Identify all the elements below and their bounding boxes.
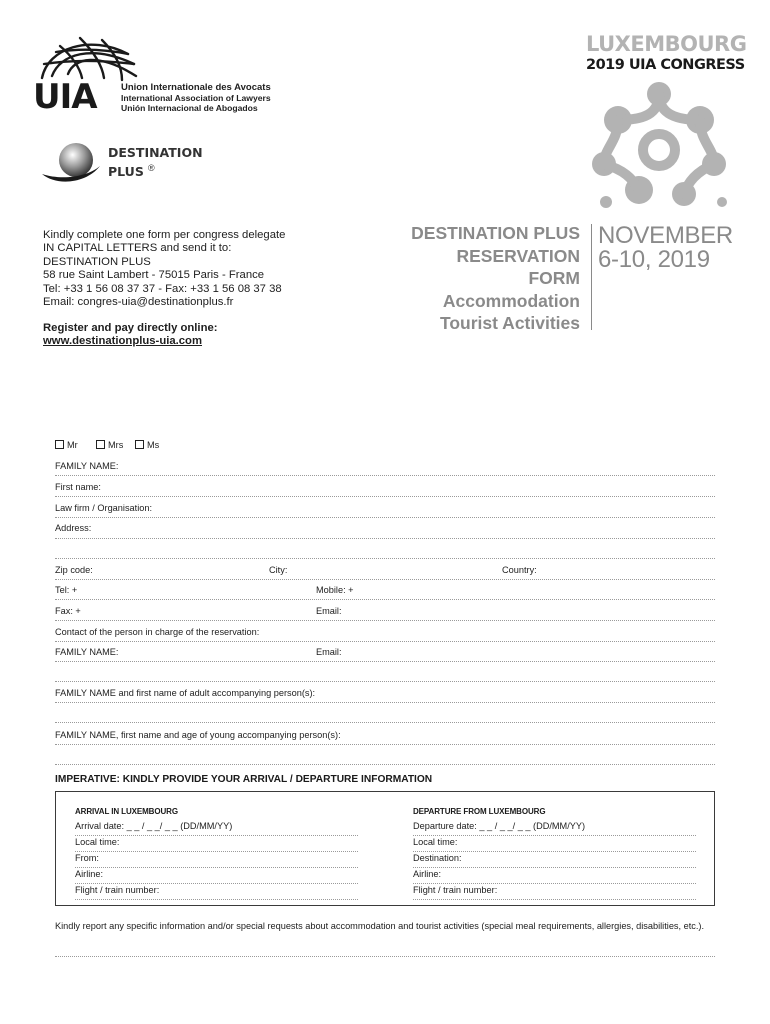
contact-person-field[interactable] [55, 641, 715, 642]
form-title-line: DESTINATION PLUS [411, 223, 580, 243]
departure-flight-field[interactable] [413, 899, 696, 900]
form-title-line: Tourist Activities [439, 313, 580, 333]
contact-extra-field[interactable] [55, 681, 715, 682]
country-label: Country: [502, 565, 537, 575]
form-title-line: RESERVATION [456, 245, 580, 266]
contact-line: Kindly complete one form per congress delegate [43, 229, 286, 241]
adult-accompanying-field-line2[interactable] [55, 722, 715, 723]
mobile-label: Mobile: + [316, 585, 354, 595]
fax-email-field[interactable] [55, 620, 715, 621]
destination-plus-swoosh-icon [40, 140, 104, 186]
checkbox-icon[interactable] [96, 440, 105, 449]
contact-line: 58 rue Saint Lambert - 75015 Paris - France [43, 269, 265, 282]
uia-acronym: UIA [33, 77, 97, 117]
special-requests-label: Kindly report any specific information and/or special requests about accommodation and tourist activities (special meal requirements, allergies, disabilities, etc.). [55, 921, 705, 931]
contact-line[interactable]: Email: congres-uia@destinationplus.fr [43, 296, 234, 309]
contact-info [43, 229, 285, 309]
law-firm-field[interactable] [55, 517, 715, 518]
arrival-flight-label: Flight / train number: [75, 885, 160, 895]
tel-label: Tel: + [55, 585, 78, 595]
departure-local-time-label: Local time: [413, 837, 458, 847]
young-accompanying-label: FAMILY NAME, first name and age of young accompanying person(s): [55, 730, 341, 740]
first-name-field[interactable] [55, 496, 715, 497]
congress-month: NOVEMBER [598, 222, 733, 249]
city-label: City: [269, 565, 288, 575]
arrival-local-time-label: Local time: [75, 837, 120, 847]
form-title-line: FORM [528, 268, 580, 288]
adult-accompanying-label: FAMILY NAME and first name of adult accompanying person(s): [55, 688, 316, 698]
uia-name-en: International Association of Lawyers [121, 93, 271, 103]
zip-city-country-field[interactable] [55, 579, 715, 580]
salutation-ms[interactable]: Ms [135, 440, 159, 450]
arrival-from-label: From: [75, 853, 99, 863]
zip-code-label: Zip code: [55, 565, 93, 575]
online-registration-label: Register and pay directly online: [43, 322, 218, 334]
congress-city: LUXEMBOURG [586, 32, 747, 56]
arrival-heading: ARRIVAL IN LUXEMBOURG [75, 807, 178, 816]
email-label: Email: [316, 606, 342, 616]
departure-airline-field[interactable] [413, 883, 696, 884]
arrival-airline-field[interactable] [75, 883, 358, 884]
arrival-date-label: Arrival date: _ _ / _ _/ _ _ (DD/MM/YY) [75, 821, 233, 831]
law-firm-label: Law firm / Organisation: [55, 503, 153, 513]
form-title [396, 222, 580, 335]
checkbox-icon[interactable] [55, 440, 64, 449]
arrival-airline-label: Airline: [75, 869, 104, 879]
departure-flight-label: Flight / train number: [413, 885, 498, 895]
imperative-heading: IMPERATIVE: KINDLY PROVIDE YOUR ARRIVAL / DEPARTURE INFORMATION [55, 774, 433, 785]
departure-date-field[interactable] [413, 835, 696, 836]
special-requests-field[interactable] [55, 956, 715, 957]
checkbox-icon[interactable] [135, 440, 144, 449]
congress-dates [598, 224, 733, 272]
salutation-mrs[interactable]: Mrs [96, 440, 123, 450]
registered-mark: ® [148, 163, 155, 173]
uia-name-es: Unión Internacional de Abogados [121, 103, 258, 113]
tel-mobile-field[interactable] [55, 599, 715, 600]
congress-name: 2019 UIA CONGRESS [586, 57, 745, 73]
arrival-local-time-field[interactable] [75, 851, 358, 852]
congress-days: 6-10, 2019 [598, 246, 710, 273]
title-divider [591, 224, 592, 330]
arrival-flight-field[interactable] [75, 899, 358, 900]
uia-name-fr: Union Internationale des Avocats [121, 82, 271, 93]
salutation-mr[interactable]: Mr [55, 440, 78, 450]
form-title-line: Accommodation [442, 290, 580, 311]
contact-line: DESTINATION PLUS [43, 255, 151, 268]
contact-line: IN CAPITAL LETTERS and send it to: [43, 242, 232, 255]
travel-info-box [55, 791, 715, 906]
contact-line: Tel: +33 1 56 08 37 37 - Fax: +33 1 56 08 37 38 [43, 282, 282, 295]
young-accompanying-field-line1[interactable] [55, 744, 715, 745]
online-registration [43, 322, 218, 349]
young-accompanying-field-line2[interactable] [55, 764, 715, 765]
contact-family-name-label: FAMILY NAME: [55, 647, 119, 657]
departure-heading: DEPARTURE FROM LUXEMBOURG [413, 807, 546, 816]
arrival-date-field[interactable] [75, 835, 358, 836]
arrival-from-field[interactable] [75, 867, 358, 868]
address-field-line1[interactable] [55, 538, 715, 539]
address-field-line2[interactable] [55, 558, 715, 559]
departure-airline-label: Airline: [413, 869, 442, 879]
address-label: Address: [55, 523, 92, 533]
family-name-field[interactable] [55, 475, 715, 476]
destination-plus-logo-line1: DESTINATION [108, 145, 203, 160]
contact-email-label: Email: [316, 647, 342, 657]
departure-destination-label: Destination: [413, 853, 462, 863]
adult-accompanying-field-line1[interactable] [55, 702, 715, 703]
departure-destination-field[interactable] [413, 867, 696, 868]
congress-emblem-icon [584, 78, 734, 212]
destination-plus-logo-line2: PLUS [108, 164, 144, 179]
fax-label: Fax: + [55, 606, 81, 616]
contact-person-label: Contact of the person in charge of the reservation: [55, 627, 260, 637]
online-registration-link[interactable]: www.destinationplus-uia.com [43, 335, 203, 348]
family-name-label: FAMILY NAME: [55, 461, 119, 471]
departure-local-time-field[interactable] [413, 851, 696, 852]
departure-date-label: Departure date: _ _ / _ _/ _ _ (DD/MM/YY) [413, 821, 586, 831]
first-name-label: First name: [55, 482, 101, 492]
contact-name-email-field[interactable] [55, 661, 715, 662]
